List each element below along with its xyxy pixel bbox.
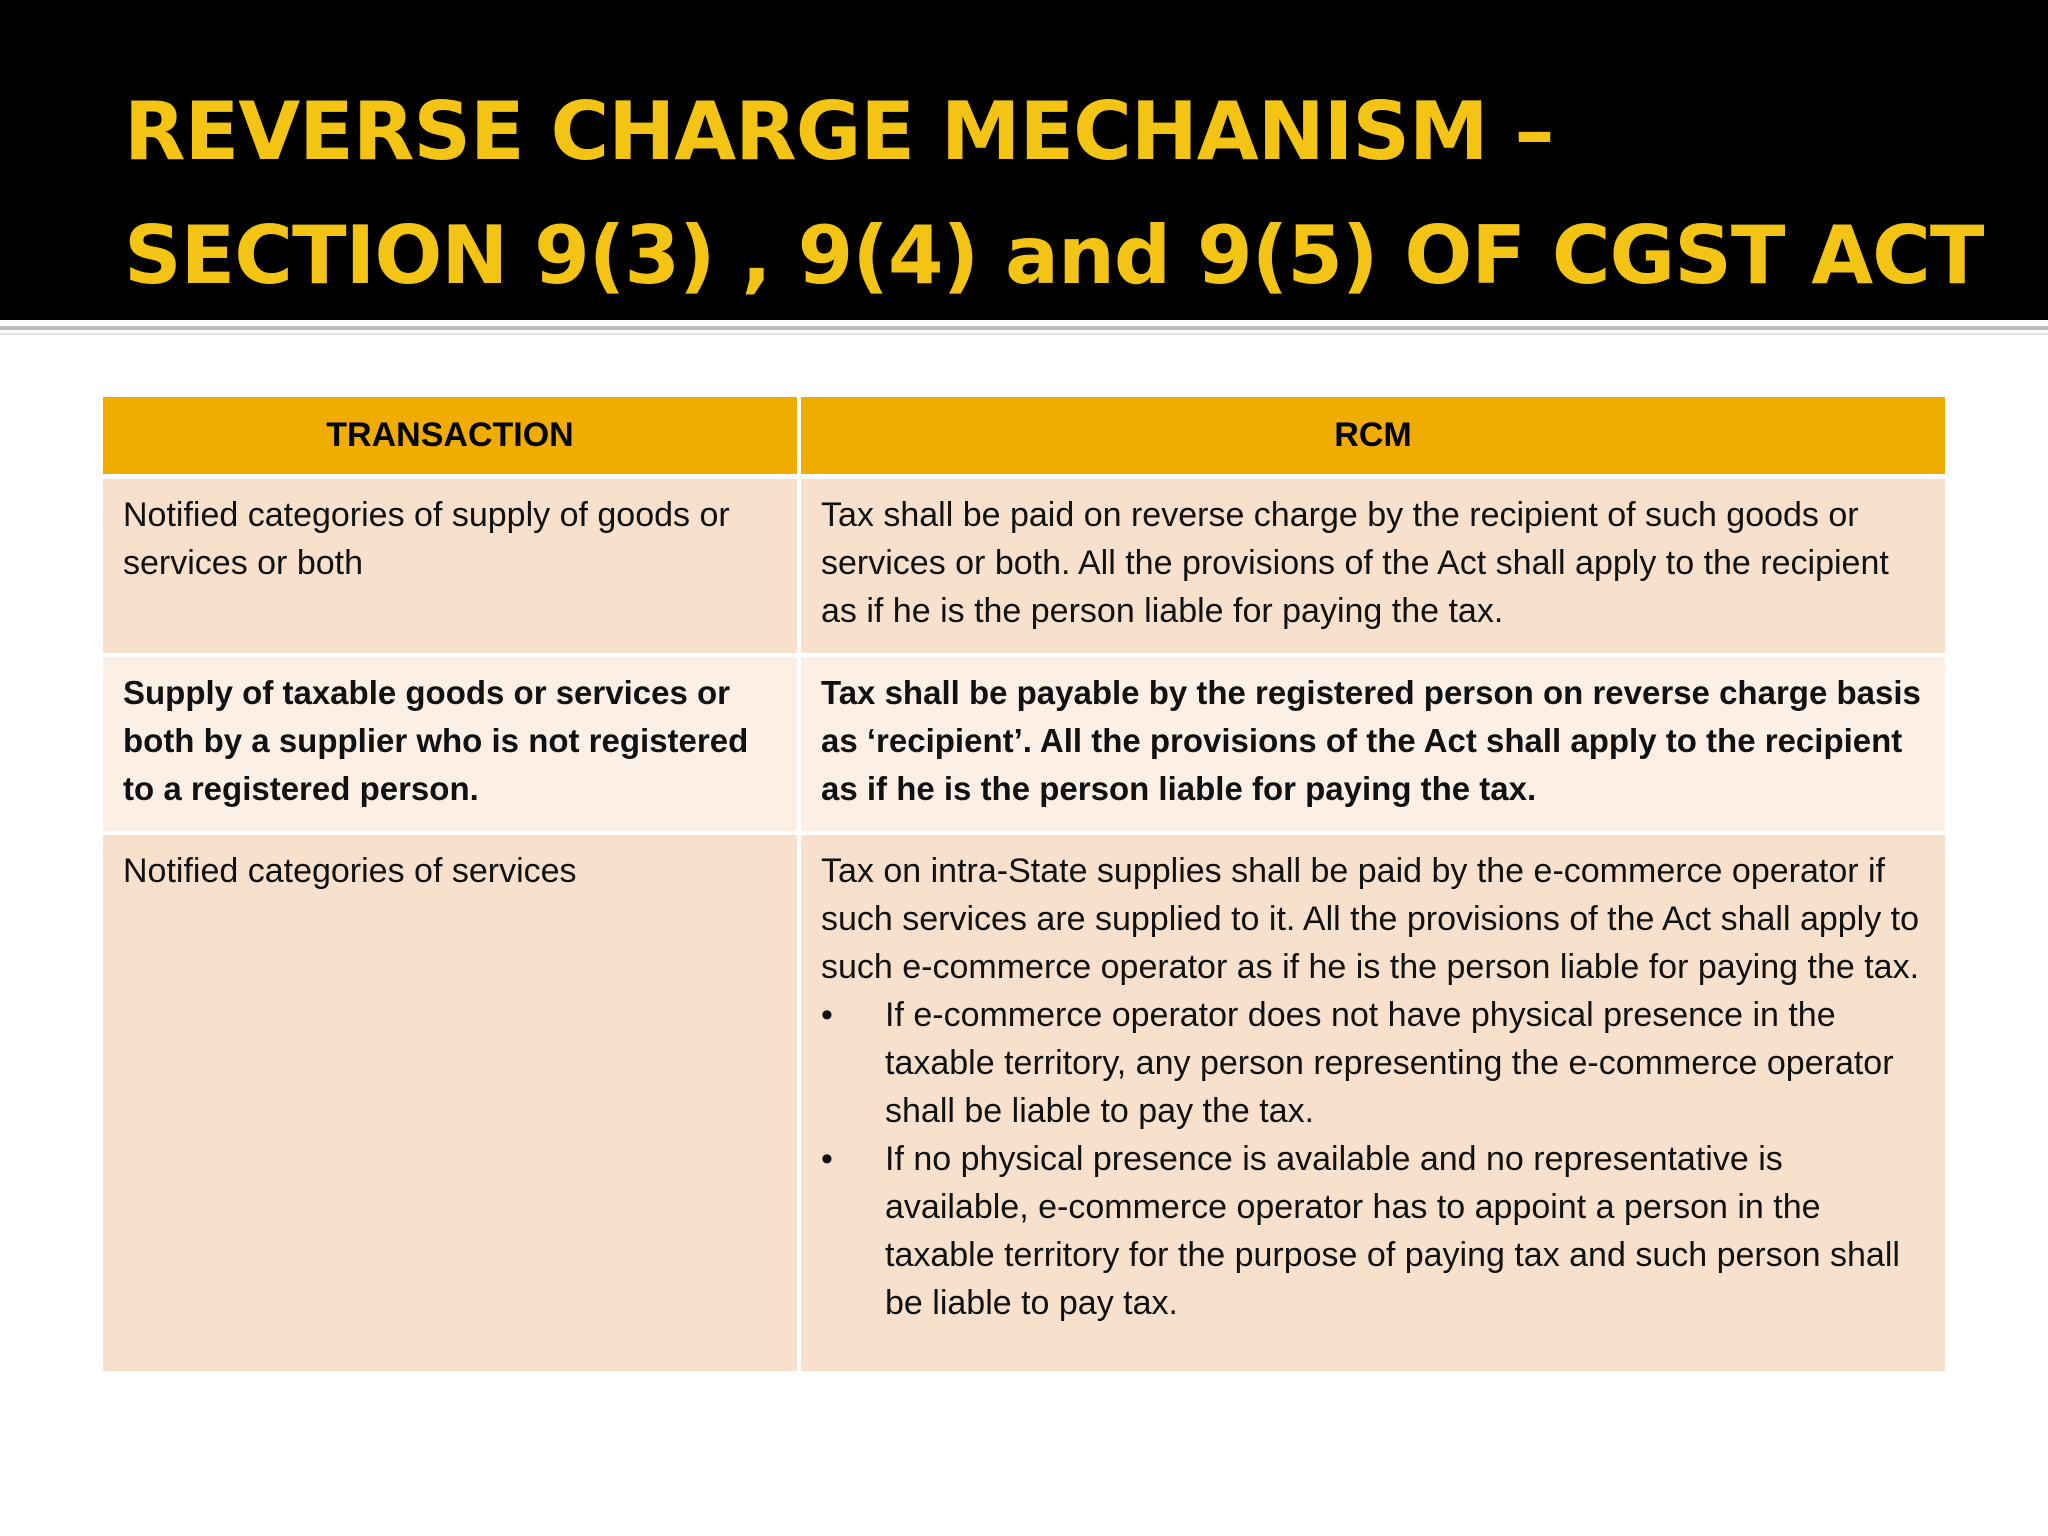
table-header-row	[103, 397, 1945, 479]
rcm-table-container	[103, 397, 1945, 1375]
slide-title-line-1: REVERSE CHARGE MECHANISM –	[124, 85, 1554, 178]
rcm-bullet-list	[821, 991, 1927, 1327]
slide-title	[124, 70, 1984, 318]
rcm-cell: Tax shall be paid on reverse charge by the recipient of such goods or services or both. All the provisions of the Act shall apply to the recipient as if he is the person liable for paying the tax.	[801, 479, 1945, 657]
title-bar	[0, 0, 2048, 320]
bullet-icon: •	[821, 996, 833, 1034]
bullet-text: If e-commerce operator does not have physical presence in the taxable territory, any person representing the e-commerce operator shall be liable to pay the tax.	[885, 996, 1894, 1130]
list-item	[821, 991, 1927, 1135]
column-header-transaction: TRANSACTION	[103, 397, 801, 479]
slide-title-line-2: SECTION 9(3) , 9(4) and 9(5) OF CGST ACT	[124, 209, 1984, 302]
column-header-rcm: RCM	[801, 397, 1945, 479]
rcm-cell-paragraph: Tax on intra-State supplies shall be paid by the e-commerce operator if such services are supplied to it. All the provisions of the Act shall apply to such e-commerce operator as if he is the person liable for paying the tax.	[821, 852, 1920, 986]
rcm-cell	[801, 835, 1945, 1375]
list-item	[821, 1135, 1927, 1327]
table-row	[103, 479, 1945, 657]
table-row	[103, 657, 1945, 835]
bullet-text: If no physical presence is available and no representative is available, e-commerce operator has to appoint a person in the taxable territory for the purpose of paying tax and such person shall be liable to pay tax.	[885, 1140, 1900, 1322]
transaction-cell: Notified categories of supply of goods or services or both	[103, 479, 801, 657]
rcm-cell: Tax shall be payable by the registered person on reverse charge basis as ‘recipient’. All the provisions of the Act shall apply to the recipient as if he is the person liable for paying the tax.	[801, 657, 1945, 835]
table-row	[103, 835, 1945, 1375]
bullet-icon: •	[821, 1140, 833, 1178]
transaction-cell: Supply of taxable goods or services or both by a supplier who is not registered to a registered person.	[103, 657, 801, 835]
divider-line-secondary	[0, 333, 2048, 335]
rcm-table	[103, 397, 1945, 1375]
transaction-cell: Notified categories of services	[103, 835, 801, 1375]
divider-line	[0, 326, 2048, 330]
